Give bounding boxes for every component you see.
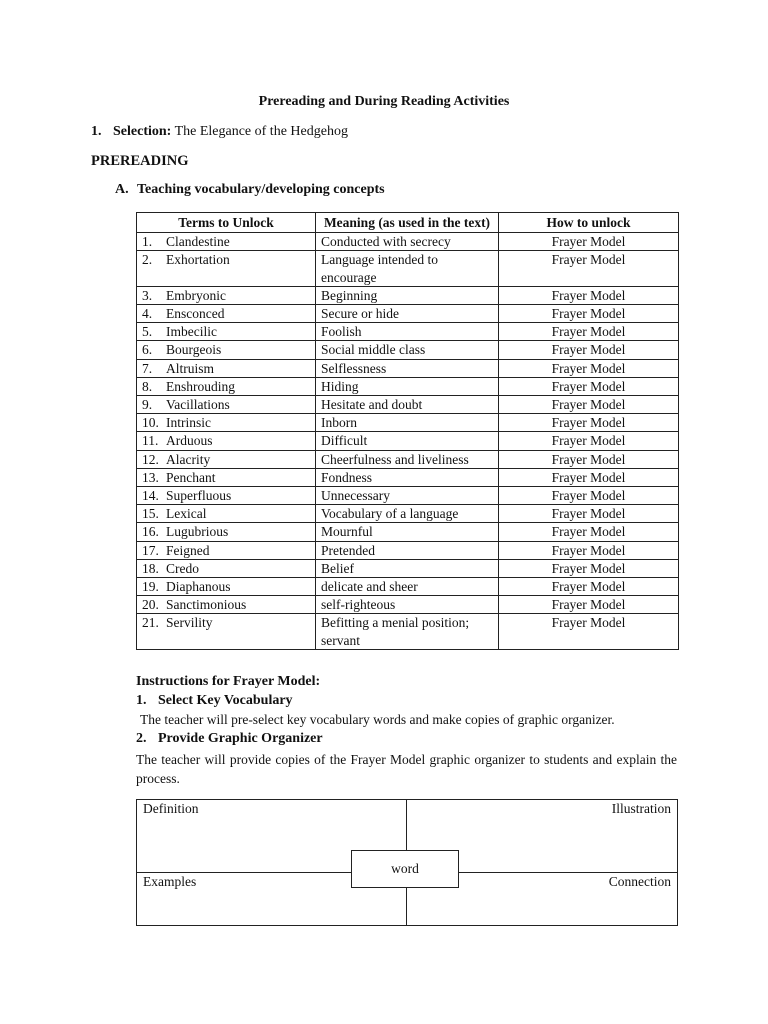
table-row (137, 233, 679, 251)
term-number: 8. (142, 378, 153, 394)
term-cell (137, 305, 316, 323)
how-to-unlock-cell: Frayer Model (499, 233, 679, 251)
how-to-unlock-cell: Frayer Model (499, 596, 679, 614)
header-terms: Terms to Unlock (137, 213, 316, 233)
meaning-cell: Secure or hide (316, 305, 499, 323)
term-number: 11. (142, 433, 159, 449)
table-row (137, 396, 679, 414)
term-number: 10. (142, 415, 159, 431)
term-cell (137, 432, 316, 450)
meaning-cell: Selflessness (316, 359, 499, 377)
frayer-definition-label: Definition (143, 801, 199, 816)
meaning-cell: Fondness (316, 468, 499, 486)
term-cell (137, 377, 316, 395)
how-to-unlock-cell: Frayer Model (499, 505, 679, 523)
term-cell (137, 596, 316, 614)
how-to-unlock-cell: Frayer Model (499, 468, 679, 486)
table-row (137, 614, 679, 649)
selection-label: Selection: (113, 124, 172, 139)
table-row (137, 523, 679, 541)
term-text: Arduous (166, 433, 213, 449)
term-text: Altruism (166, 360, 215, 376)
term-number: 19. (142, 579, 159, 595)
step-1-number: 1. (136, 693, 147, 708)
page-title: Prereading and During Reading Activities (258, 94, 510, 109)
how-to-unlock-cell: Frayer Model (499, 251, 679, 286)
table-row (137, 450, 679, 468)
how-to-unlock-cell: Frayer Model (499, 323, 679, 341)
step-2-title: Provide Graphic Organizer (158, 731, 323, 746)
table-row (137, 414, 679, 432)
term-text: Lexical (166, 506, 207, 522)
term-text: Diaphanous (166, 579, 231, 595)
how-to-unlock-cell: Frayer Model (499, 396, 679, 414)
term-cell (137, 286, 316, 304)
prereading-heading: PREREADING (91, 153, 189, 169)
table-row (137, 505, 679, 523)
term-text: Enshrouding (166, 378, 235, 394)
table-row (137, 578, 679, 596)
term-number: 18. (142, 560, 159, 576)
term-text: Ensconced (166, 306, 225, 322)
term-number: 14. (142, 488, 159, 504)
how-to-unlock-cell: Frayer Model (499, 559, 679, 577)
table-row (137, 559, 679, 577)
meaning-cell: Hesitate and doubt (316, 396, 499, 414)
instructions-heading: Instructions for Frayer Model: (136, 674, 321, 689)
how-to-unlock-cell: Frayer Model (499, 377, 679, 395)
table-row (137, 359, 679, 377)
term-number: 20. (142, 597, 159, 613)
table-row (137, 341, 679, 359)
term-text: Feigned (166, 542, 210, 558)
frayer-illustration-label: Illustration (611, 801, 671, 816)
term-cell (137, 541, 316, 559)
meaning-cell: Foolish (316, 323, 499, 341)
term-number: 9. (142, 397, 153, 413)
term-cell (137, 614, 316, 649)
selection-title: The Elegance of the Hedgehog (174, 124, 348, 139)
meaning-cell: Hiding (316, 377, 499, 395)
how-to-unlock-cell: Frayer Model (499, 578, 679, 596)
term-cell (137, 505, 316, 523)
table-header-row (137, 213, 679, 233)
how-to-unlock-cell: Frayer Model (499, 359, 679, 377)
how-to-unlock-cell: Frayer Model (499, 614, 679, 649)
meaning-cell: Inborn (316, 414, 499, 432)
step-1-text: The teacher will pre-select key vocabulary words and make copies of graphic organizer. (140, 712, 615, 727)
header-how: How to unlock (499, 213, 679, 233)
term-number: 2. (142, 252, 153, 268)
term-cell (137, 396, 316, 414)
term-text: Bourgeois (166, 342, 222, 358)
term-number: 16. (142, 524, 159, 540)
term-number: 7. (142, 360, 153, 376)
term-text: Alacrity (166, 451, 211, 467)
meaning-cell: Cheerfulness and liveliness (316, 450, 499, 468)
term-text: Intrinsic (166, 415, 211, 431)
section-a-heading (115, 182, 385, 198)
meaning-cell: Pretended (316, 541, 499, 559)
how-to-unlock-cell: Frayer Model (499, 487, 679, 505)
term-cell (137, 341, 316, 359)
term-cell (137, 523, 316, 541)
term-text: Imbecilic (166, 324, 217, 340)
meaning-cell: Unnecessary (316, 487, 499, 505)
vocabulary-table (136, 212, 679, 650)
term-text: Credo (166, 560, 199, 576)
table-row (137, 377, 679, 395)
step-2-heading (136, 731, 323, 747)
selection-number: 1. (91, 124, 102, 139)
term-number: 15. (142, 506, 159, 522)
meaning-cell: Befitting a menial position; servant (316, 614, 499, 649)
frayer-examples-label: Examples (143, 874, 197, 889)
meaning-cell: Language intended to encourage (316, 251, 499, 286)
how-to-unlock-cell: Frayer Model (499, 523, 679, 541)
term-number: 17. (142, 542, 159, 558)
term-cell (137, 359, 316, 377)
term-number: 12. (142, 451, 159, 467)
term-text: Sanctimonious (166, 597, 247, 613)
table-row (137, 323, 679, 341)
meaning-cell: Vocabulary of a language (316, 505, 499, 523)
frayer-connection-label: Connection (608, 874, 671, 889)
term-cell (137, 414, 316, 432)
frayer-word-box: word (351, 850, 459, 888)
term-cell (137, 559, 316, 577)
section-a-text: Teaching vocabulary/developing concepts (137, 182, 385, 197)
frayer-model-organizer (136, 799, 678, 926)
term-cell (137, 468, 316, 486)
term-number: 13. (142, 469, 159, 485)
term-cell (137, 487, 316, 505)
term-number: 5. (142, 324, 153, 340)
table-row (137, 596, 679, 614)
header-meaning: Meaning (as used in the text) (316, 213, 499, 233)
term-text: Servility (166, 615, 213, 631)
how-to-unlock-cell: Frayer Model (499, 450, 679, 468)
term-text: Embryonic (166, 287, 226, 303)
term-cell (137, 251, 316, 286)
section-a-letter: A. (115, 182, 129, 197)
term-cell (137, 323, 316, 341)
how-to-unlock-cell: Frayer Model (499, 541, 679, 559)
selection-line (91, 124, 348, 140)
how-to-unlock-cell: Frayer Model (499, 305, 679, 323)
table-row (137, 432, 679, 450)
meaning-cell: self-righteous (316, 596, 499, 614)
how-to-unlock-cell: Frayer Model (499, 414, 679, 432)
meaning-cell: Mournful (316, 523, 499, 541)
table-row (137, 305, 679, 323)
term-text: Clandestine (166, 234, 230, 250)
term-text: Penchant (166, 469, 216, 485)
term-number: 21. (142, 615, 159, 631)
meaning-cell: Beginning (316, 286, 499, 304)
term-text: Superfluous (166, 488, 232, 504)
step-1-heading (136, 693, 293, 709)
how-to-unlock-cell: Frayer Model (499, 432, 679, 450)
term-number: 3. (142, 287, 153, 303)
step-2-text: The teacher will provide copies of the Frayer Model graphic organizer to students and explain the process. (136, 752, 677, 786)
meaning-cell: Difficult (316, 432, 499, 450)
meaning-cell: delicate and sheer (316, 578, 499, 596)
table-row (137, 286, 679, 304)
term-number: 6. (142, 342, 153, 358)
term-text: Exhortation (166, 252, 230, 268)
step-1-title: Select Key Vocabulary (158, 693, 293, 708)
how-to-unlock-cell: Frayer Model (499, 286, 679, 304)
table-row (137, 487, 679, 505)
term-text: Lugubrious (166, 524, 229, 540)
meaning-cell: Social middle class (316, 341, 499, 359)
term-cell (137, 233, 316, 251)
meaning-cell: Belief (316, 559, 499, 577)
term-text: Vacillations (166, 397, 230, 413)
how-to-unlock-cell: Frayer Model (499, 341, 679, 359)
term-cell (137, 578, 316, 596)
table-row (137, 468, 679, 486)
term-number: 4. (142, 306, 153, 322)
step-2-number: 2. (136, 731, 147, 746)
term-number: 1. (142, 234, 153, 250)
meaning-cell: Conducted with secrecy (316, 233, 499, 251)
table-row (137, 541, 679, 559)
term-cell (137, 450, 316, 468)
table-row (137, 251, 679, 286)
